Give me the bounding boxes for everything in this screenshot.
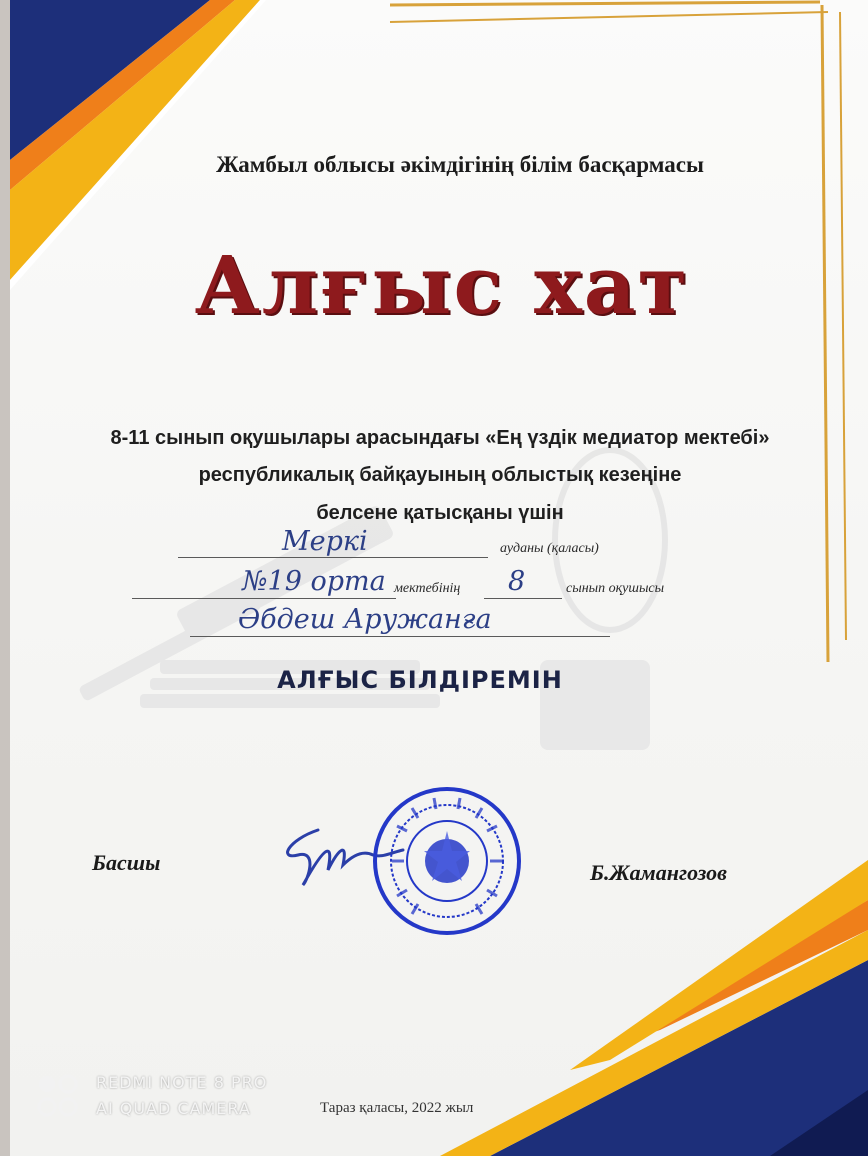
- district-underline: [178, 557, 488, 558]
- footer-place-year: Тараз қаласы, 2022 жыл: [320, 1100, 474, 1116]
- thanks-statement: АЛҒЫС БІЛДІРЕМІН: [277, 666, 563, 694]
- school-handwritten: №19 орта: [242, 566, 386, 597]
- student-underline: [190, 636, 610, 637]
- signatory-role: Басшы: [92, 850, 161, 875]
- reason-line-3: белсене қатысқаны үшін: [316, 502, 564, 524]
- camera-logo-icon: [36, 1074, 82, 1120]
- student-handwritten: Әбдеш Аружанға: [238, 604, 492, 635]
- district-suffix: ауданы (қаласы): [500, 541, 599, 556]
- reason-line-2: республикалық байқауының облыстық кезеңіне: [198, 464, 682, 486]
- school-suffix: мектебінің: [394, 581, 461, 596]
- district-handwritten: Меркі: [282, 526, 368, 557]
- grade-underline: [484, 598, 562, 599]
- camera-type-label: AI QUAD CAMERA: [96, 1099, 251, 1118]
- official-stamp-seal: [372, 786, 522, 936]
- school-underline: [132, 598, 396, 599]
- signatory-name: Б.Жамангозов: [590, 860, 727, 885]
- certificate-title: Алғыс хат: [194, 238, 690, 332]
- grade-handwritten: 8: [508, 566, 526, 597]
- grade-suffix: сынып оқушысы: [566, 581, 665, 596]
- issuer-heading: Жамбыл облысы әкімдігінің білім басқармасы: [216, 152, 704, 177]
- certificate-paper: [10, 0, 868, 1156]
- camera-model-label: REDMI NOTE 8 PRO: [96, 1073, 268, 1092]
- reason-line-1: 8-11 сынып оқушылары арасындағы «Ең үздік медиатор мектебі»: [110, 427, 770, 449]
